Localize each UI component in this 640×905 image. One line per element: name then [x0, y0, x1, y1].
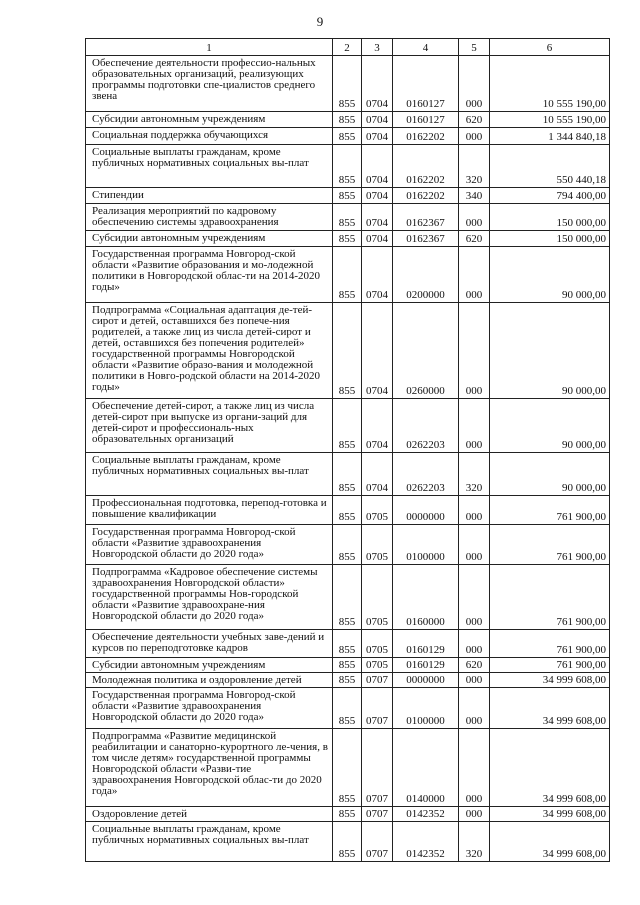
code-cell: 855: [333, 807, 362, 822]
section-code-cell: 0705: [362, 565, 393, 630]
code-cell: 855: [333, 56, 362, 112]
header-cell: 6: [490, 39, 610, 56]
section-code-cell: 0707: [362, 673, 393, 688]
target-code-cell: 0140000: [393, 729, 459, 807]
target-code-cell: 0162202: [393, 188, 459, 204]
row-name-cell: Социальная поддержка обучающихся: [86, 128, 333, 145]
section-code-cell: 0705: [362, 658, 393, 673]
code-cell: 855: [333, 204, 362, 231]
code-cell: 855: [333, 658, 362, 673]
section-code-cell: 0705: [362, 630, 393, 658]
target-code-cell: 0160127: [393, 112, 459, 128]
row-name-cell: Субсидии автономным учреждениям: [86, 658, 333, 673]
amount-cell: 34 999 608,00: [490, 822, 610, 862]
code-cell: 855: [333, 822, 362, 862]
amount-cell: 761 900,00: [490, 496, 610, 525]
table-row: [86, 188, 610, 204]
expense-type-cell: 000: [459, 303, 490, 399]
amount-cell: 34 999 608,00: [490, 688, 610, 729]
expense-type-cell: 620: [459, 112, 490, 128]
expense-type-cell: 320: [459, 145, 490, 188]
section-code-cell: 0704: [362, 128, 393, 145]
amount-cell: 761 900,00: [490, 630, 610, 658]
code-cell: 855: [333, 303, 362, 399]
expense-type-cell: 000: [459, 688, 490, 729]
code-cell: 855: [333, 247, 362, 303]
row-name-cell: Реализация мероприятий по кадровому обеспечению системы здравоохранения: [86, 204, 333, 231]
expense-type-cell: 000: [459, 399, 490, 453]
table-row: [86, 204, 610, 231]
target-code-cell: 0160127: [393, 56, 459, 112]
code-cell: 855: [333, 673, 362, 688]
amount-cell: 90 000,00: [490, 399, 610, 453]
target-code-cell: 0100000: [393, 688, 459, 729]
expense-type-cell: 340: [459, 188, 490, 204]
amount-cell: 761 900,00: [490, 565, 610, 630]
target-code-cell: 0260000: [393, 303, 459, 399]
amount-cell: 1 344 840,18: [490, 128, 610, 145]
section-code-cell: 0705: [362, 525, 393, 565]
table-row: [86, 145, 610, 188]
row-name-cell: Государственная программа Новгород-ской области «Развитие образования и мо-лодежной политики в Новгородской облас-ти на 2014-2020 годы»: [86, 247, 333, 303]
expense-type-cell: 320: [459, 453, 490, 496]
expense-type-cell: 000: [459, 247, 490, 303]
target-code-cell: 0160129: [393, 630, 459, 658]
table-row: [86, 56, 610, 112]
table-row: [86, 247, 610, 303]
amount-cell: 550 440,18: [490, 145, 610, 188]
section-code-cell: 0705: [362, 496, 393, 525]
header-cell: 2: [333, 39, 362, 56]
table-row: [86, 673, 610, 688]
table-row: [86, 128, 610, 145]
row-name-cell: Подпрограмма «Развитие медицинской реабилитации и санаторно-курортного ле-чения, в том числе детям» государственной программы Новгородской области «Разви-тие здравоохранения Новгородской облас-ти до 2020 года»: [86, 729, 333, 807]
target-code-cell: 0162202: [393, 128, 459, 145]
amount-cell: 10 555 190,00: [490, 56, 610, 112]
target-code-cell: 0162367: [393, 204, 459, 231]
target-code-cell: 0262203: [393, 399, 459, 453]
expense-type-cell: 000: [459, 496, 490, 525]
target-code-cell: 0160000: [393, 565, 459, 630]
target-code-cell: 0100000: [393, 525, 459, 565]
row-name-cell: Социальные выплаты гражданам, кроме публичных нормативных социальных вы-плат: [86, 453, 333, 496]
expense-type-cell: 620: [459, 658, 490, 673]
row-name-cell: Субсидии автономным учреждениям: [86, 231, 333, 247]
row-name-cell: Социальные выплаты гражданам, кроме публичных нормативных социальных вы-плат: [86, 145, 333, 188]
section-code-cell: 0704: [362, 112, 393, 128]
target-code-cell: 0142352: [393, 807, 459, 822]
amount-cell: 150 000,00: [490, 204, 610, 231]
amount-cell: 794 400,00: [490, 188, 610, 204]
amount-cell: 34 999 608,00: [490, 673, 610, 688]
amount-cell: 34 999 608,00: [490, 807, 610, 822]
amount-cell: 761 900,00: [490, 658, 610, 673]
row-name-cell: Подпрограмма «Кадровое обеспечение системы здравоохранения Новгородской области» государственной программы Нов-городской области «Развитие здравоохране-ния Новгородской области до 2020 года»: [86, 565, 333, 630]
expense-type-cell: 620: [459, 231, 490, 247]
section-code-cell: 0704: [362, 303, 393, 399]
table-row: [86, 399, 610, 453]
amount-cell: 150 000,00: [490, 231, 610, 247]
expense-type-cell: 000: [459, 56, 490, 112]
expense-type-cell: 000: [459, 729, 490, 807]
section-code-cell: 0707: [362, 822, 393, 862]
table-row: [86, 630, 610, 658]
code-cell: 855: [333, 525, 362, 565]
row-name-cell: Оздоровление детей: [86, 807, 333, 822]
table-row: [86, 525, 610, 565]
target-code-cell: 0262203: [393, 453, 459, 496]
expense-type-cell: 000: [459, 565, 490, 630]
header-cell: 4: [393, 39, 459, 56]
header-row: [86, 39, 610, 56]
target-code-cell: 0000000: [393, 673, 459, 688]
table-row: [86, 565, 610, 630]
row-name-cell: Обеспечение деятельности профессио-нальных образовательных организаций, реализующих программы подготовки спе-циалистов среднего звена: [86, 56, 333, 112]
budget-table: [85, 38, 610, 862]
row-name-cell: Профессиональная подготовка, перепод-готовка и повышение квалификации: [86, 496, 333, 525]
table-row: [86, 822, 610, 862]
expense-type-cell: 000: [459, 204, 490, 231]
section-code-cell: 0707: [362, 807, 393, 822]
code-cell: 855: [333, 630, 362, 658]
table-row: [86, 658, 610, 673]
table-row: [86, 231, 610, 247]
expense-type-cell: 000: [459, 807, 490, 822]
table-row: [86, 807, 610, 822]
row-name-cell: Стипендии: [86, 188, 333, 204]
section-code-cell: 0704: [362, 247, 393, 303]
row-name-cell: Молодежная политика и оздоровление детей: [86, 673, 333, 688]
table-row: [86, 688, 610, 729]
code-cell: 855: [333, 145, 362, 188]
target-code-cell: 0162202: [393, 145, 459, 188]
target-code-cell: 0000000: [393, 496, 459, 525]
expense-type-cell: 000: [459, 525, 490, 565]
row-name-cell: Обеспечение детей-сирот, а также лиц из числа детей-сирот при выпуске из органи-заций для детей-сирот и профессиональ-ных образовательных организаций: [86, 399, 333, 453]
target-code-cell: 0142352: [393, 822, 459, 862]
expense-type-cell: 000: [459, 128, 490, 145]
table-row: [86, 729, 610, 807]
section-code-cell: 0707: [362, 729, 393, 807]
amount-cell: 761 900,00: [490, 525, 610, 565]
code-cell: 855: [333, 453, 362, 496]
page-number: 9: [316, 14, 324, 29]
section-code-cell: 0707: [362, 688, 393, 729]
code-cell: 855: [333, 399, 362, 453]
amount-cell: 34 999 608,00: [490, 729, 610, 807]
table-row: [86, 303, 610, 399]
code-cell: 855: [333, 128, 362, 145]
section-code-cell: 0704: [362, 204, 393, 231]
section-code-cell: 0704: [362, 399, 393, 453]
row-name-cell: Подпрограмма «Социальная адаптация де-тей-сирот и детей, оставшихся без попече-ния родителей, а также лиц из числа детей-сирот и детей, оставшихся без попечения родителей» государственной программы Новгородской области «Развитие образо-вания и молодежной политики в Новго-родской области на 2014-2020 годы»: [86, 303, 333, 399]
amount-cell: 10 555 190,00: [490, 112, 610, 128]
target-code-cell: 0200000: [393, 247, 459, 303]
section-code-cell: 0704: [362, 231, 393, 247]
section-code-cell: 0704: [362, 188, 393, 204]
target-code-cell: 0160129: [393, 658, 459, 673]
code-cell: 855: [333, 688, 362, 729]
expense-type-cell: 000: [459, 673, 490, 688]
table-row: [86, 112, 610, 128]
section-code-cell: 0704: [362, 453, 393, 496]
section-code-cell: 0704: [362, 145, 393, 188]
amount-cell: 90 000,00: [490, 453, 610, 496]
amount-cell: 90 000,00: [490, 303, 610, 399]
code-cell: 855: [333, 729, 362, 807]
code-cell: 855: [333, 112, 362, 128]
code-cell: 855: [333, 496, 362, 525]
code-cell: 855: [333, 565, 362, 630]
row-name-cell: Государственная программа Новгород-ской области «Развитие здравоохранения Новгородской области до 2020 года»: [86, 525, 333, 565]
header-cell: 5: [459, 39, 490, 56]
section-code-cell: 0704: [362, 56, 393, 112]
row-name-cell: Государственная программа Новгород-ской области «Развитие здравоохранения Новгородской области до 2020 года»: [86, 688, 333, 729]
row-name-cell: Обеспечение деятельности учебных заве-дений и курсов по переподготовке кадров: [86, 630, 333, 658]
header-cell: 3: [362, 39, 393, 56]
row-name-cell: Социальные выплаты гражданам, кроме публичных нормативных социальных вы-плат: [86, 822, 333, 862]
table-row: [86, 453, 610, 496]
code-cell: 855: [333, 188, 362, 204]
expense-type-cell: 000: [459, 630, 490, 658]
expense-type-cell: 320: [459, 822, 490, 862]
header-cell: 1: [86, 39, 333, 56]
row-name-cell: Субсидии автономным учреждениям: [86, 112, 333, 128]
amount-cell: 90 000,00: [490, 247, 610, 303]
target-code-cell: 0162367: [393, 231, 459, 247]
code-cell: 855: [333, 231, 362, 247]
table-row: [86, 496, 610, 525]
